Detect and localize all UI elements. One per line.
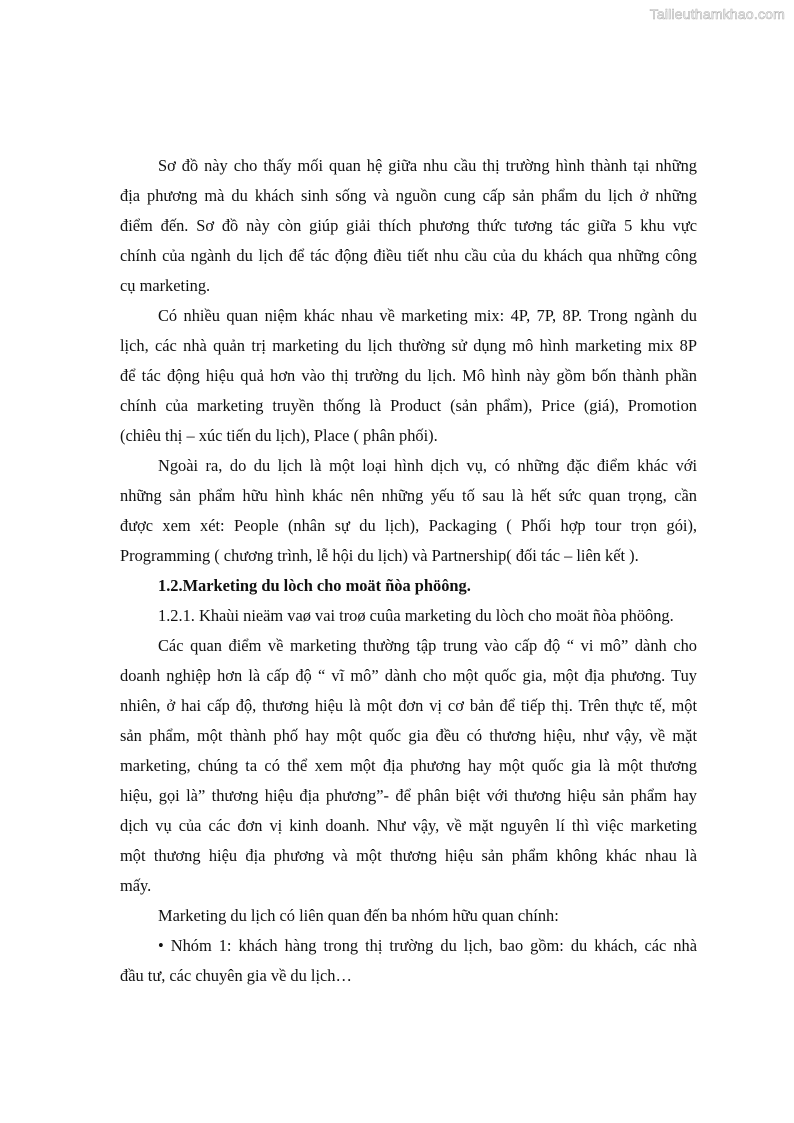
text-line: những sản phẩm hữu hình khác nên những yếu tố sau là hết sức quan trọng, cần bbox=[120, 486, 697, 505]
text-line: hiệu, gọi là” thương hiệu địa phương”- để phân biệt với thương hiệu sản phẩm hay bbox=[120, 786, 697, 805]
text-line: 1.2.Marketing du lòch cho moät ñòa phöông. bbox=[158, 576, 471, 595]
document-body bbox=[120, 151, 697, 991]
text-line: dịch vụ của các đơn vị kinh doanh. Như vậy, về mặt nguyên lí thì việc marketing bbox=[120, 816, 697, 835]
text-line: lịch, các nhà quản trị marketing du lịch thường sử dụng mô hình marketing mix 8P bbox=[120, 336, 697, 355]
text-line: Các quan điểm về marketing thường tập trung vào cấp độ “ vi mô” dành cho bbox=[158, 636, 697, 655]
text-line: • Nhóm 1: khách hàng trong thị trường du lịch, bao gồm: du khách, các nhà bbox=[158, 936, 697, 955]
paragraph bbox=[120, 151, 697, 301]
watermark: Tailieuthamkhao.com bbox=[649, 6, 785, 22]
text-line: được xem xét: People (nhân sự du lịch), Packaging ( Phối hợp tour trọn gói), bbox=[120, 516, 697, 535]
text-line: đầu tư, các chuyên gia về du lịch… bbox=[120, 966, 352, 985]
paragraph bbox=[120, 451, 697, 571]
text-line: chính của ngành du lịch để tác động điều tiết nhu cầu của du khách qua những công bbox=[120, 246, 697, 265]
text-line: doanh nghiệp hơn là cấp độ “ vĩ mô” dành cho một quốc gia, một địa phương. Tuy bbox=[120, 666, 697, 685]
text-line: chính của marketing truyền thống là Product (sản phẩm), Price (giá), Promotion bbox=[120, 396, 697, 415]
paragraph bbox=[120, 901, 697, 931]
text-line: Ngoài ra, do du lịch là một loại hình dịch vụ, có những đặc điểm khác với bbox=[158, 456, 697, 475]
text-line: điểm đến. Sơ đồ này còn giúp giải thích phương thức tương tác giữa 5 khu vực bbox=[120, 216, 697, 235]
paragraph bbox=[120, 301, 697, 451]
text-line: Marketing du lịch có liên quan đến ba nhóm hữu quan chính: bbox=[158, 906, 559, 925]
section-heading bbox=[120, 571, 697, 601]
paragraph bbox=[120, 631, 697, 901]
text-line: địa phương mà du khách sinh sống và nguồn cung cấp sản phẩm du lịch ở những bbox=[120, 186, 697, 205]
text-line: marketing, chúng ta có thể xem một địa phương hay một quốc gia là một thương bbox=[120, 756, 697, 775]
paragraph bbox=[120, 931, 697, 991]
text-line: nhiên, ở hai cấp độ, thương hiệu là một đơn vị cơ bản để tiếp thị. Trên thực tế, một bbox=[120, 696, 697, 715]
text-line: (chiêu thị – xúc tiến du lịch), Place ( phân phối). bbox=[120, 426, 438, 445]
text-line: cụ marketing. bbox=[120, 276, 211, 295]
text-line: 1.2.1. Khaùi nieäm vaø vai troø cuûa marketing du lòch cho moät ñòa phöông. bbox=[158, 606, 674, 625]
text-line: Programming ( chương trình, lễ hội du lịch) và Partnership( đối tác – liên kết ). bbox=[120, 546, 639, 565]
text-line: mấy. bbox=[120, 876, 152, 895]
paragraph bbox=[120, 601, 697, 631]
text-line: Sơ đồ này cho thấy mối quan hệ giữa nhu cầu thị trường hình thành tại những bbox=[158, 156, 697, 175]
text-line: sản phẩm, một thành phố hay một quốc gia đều có thương hiệu, như vậy, về mặt bbox=[120, 726, 697, 745]
text-line: để tác động hiệu quả hơn vào thị trường du lịch. Mô hình này gồm bốn thành phần bbox=[120, 366, 697, 385]
text-line: một thương hiệu địa phương và một thương hiệu sản phẩm không khác nhau là bbox=[120, 846, 697, 865]
text-line: Có nhiều quan niệm khác nhau về marketing mix: 4P, 7P, 8P. Trong ngành du bbox=[158, 306, 697, 325]
